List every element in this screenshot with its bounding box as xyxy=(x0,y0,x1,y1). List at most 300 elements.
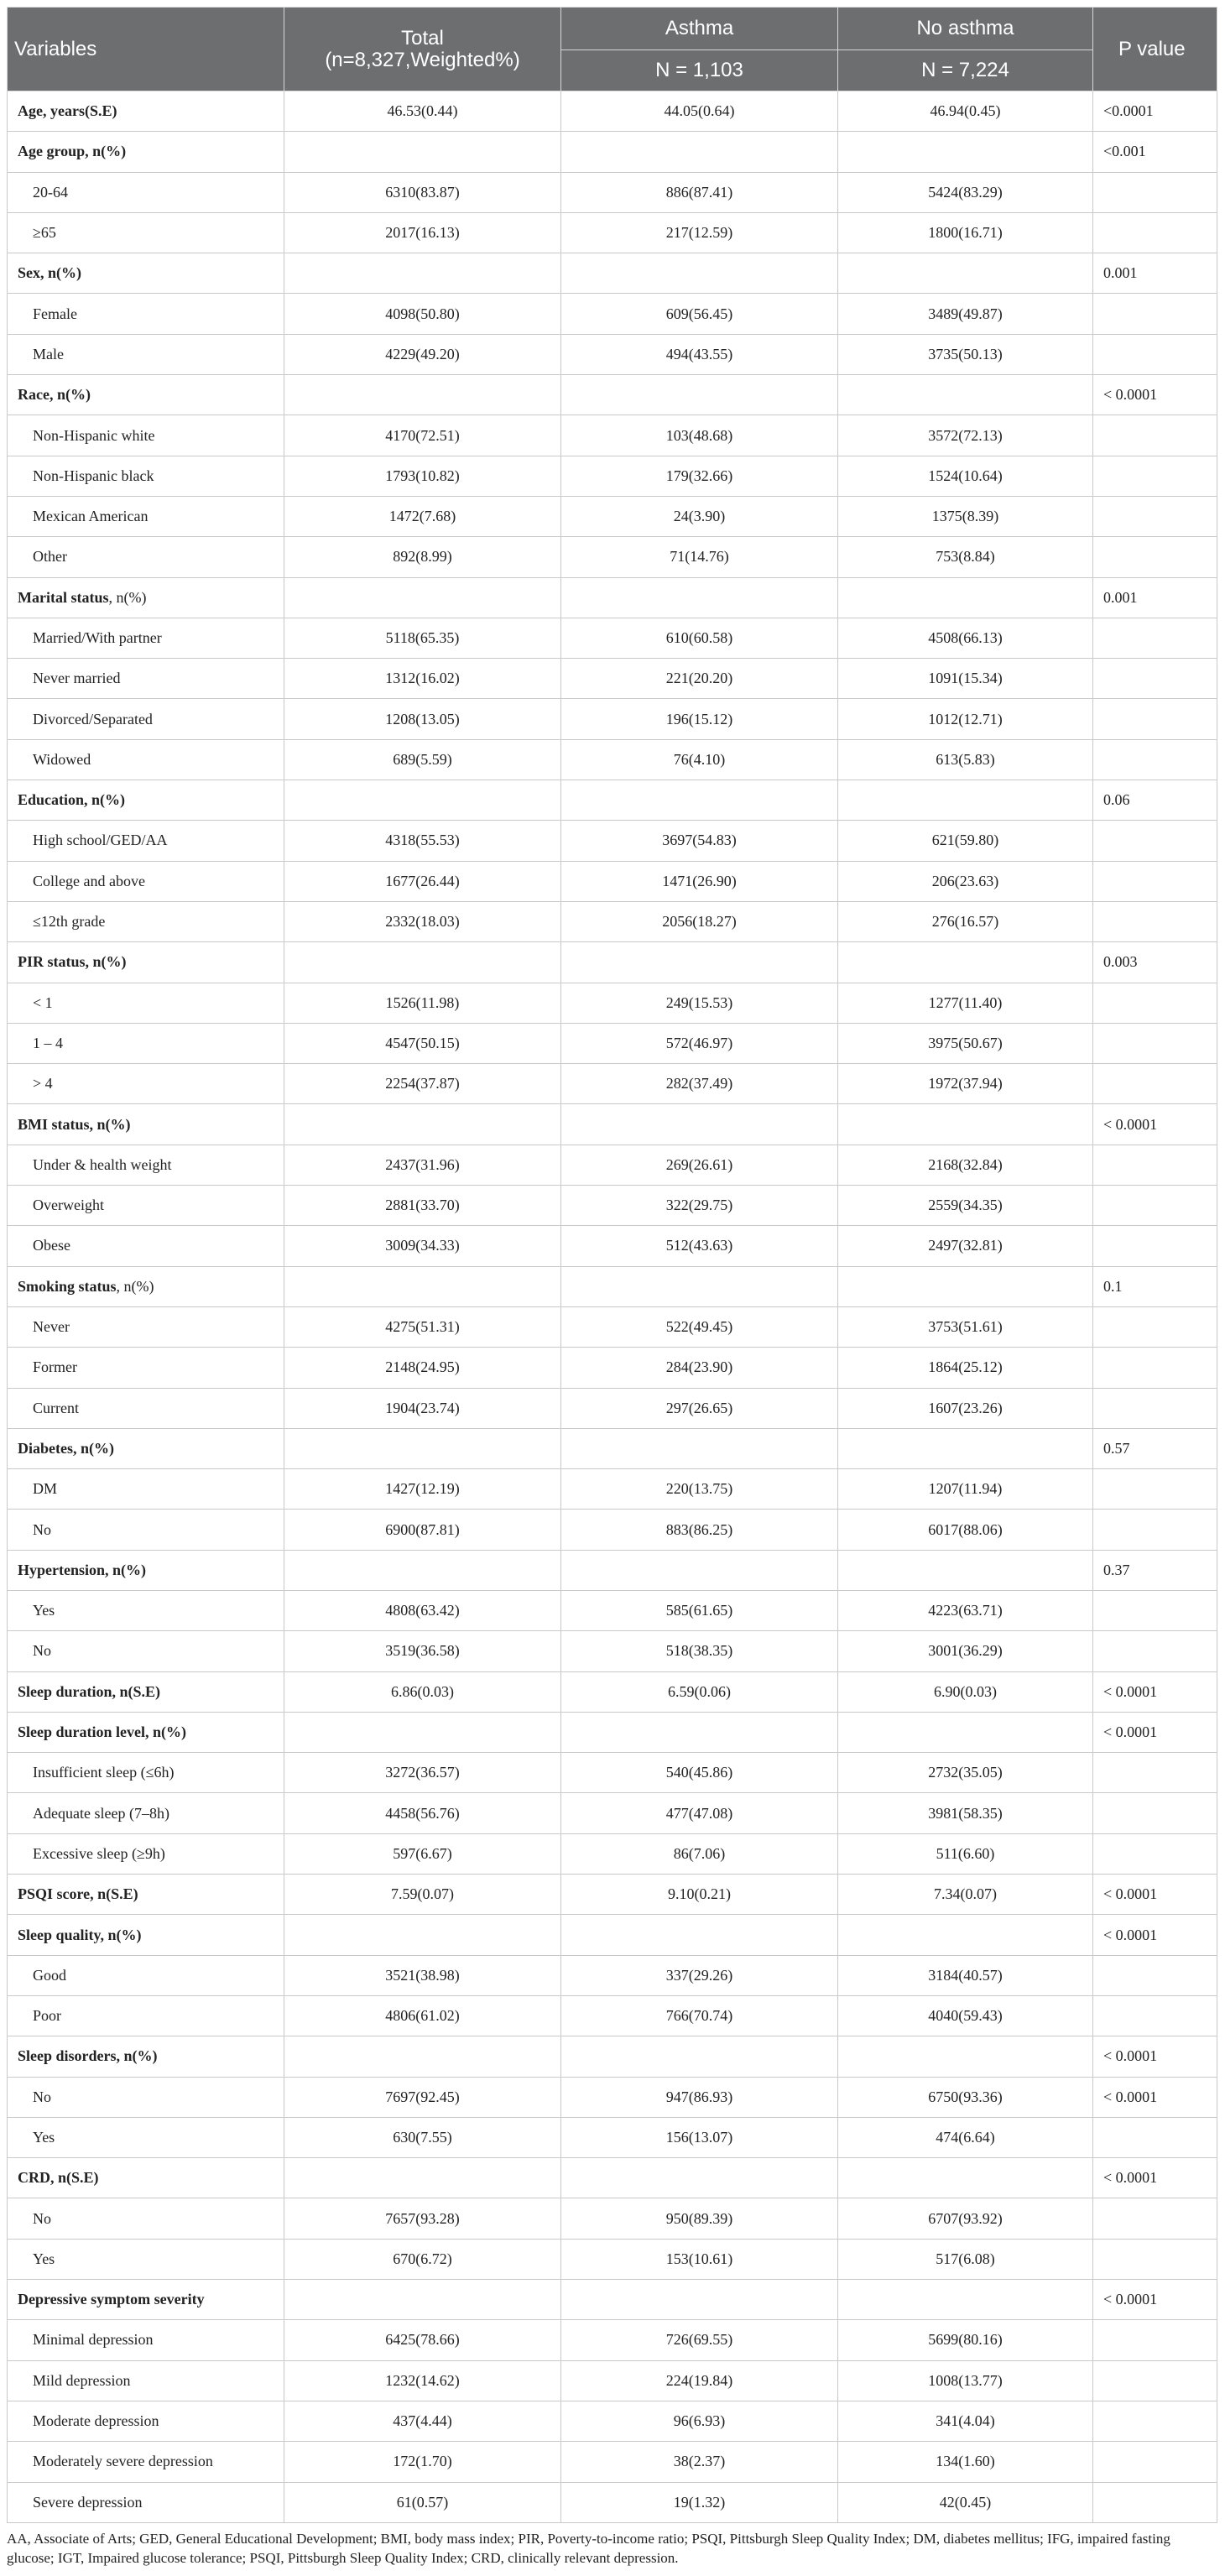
cell-no-asthma xyxy=(838,577,1093,618)
cell-p-value: < 0.0001 xyxy=(1093,2077,1217,2117)
variable-label: < 1 xyxy=(33,993,53,1011)
cell-variable xyxy=(8,1590,284,1630)
cell-total: 1232(14.62) xyxy=(284,2360,561,2401)
variable-label: Adequate sleep (7–8h) xyxy=(33,1804,169,1822)
variable-label: Smoking status xyxy=(18,1277,117,1295)
cell-no-asthma: 6017(88.06) xyxy=(838,1510,1093,1550)
cell-asthma: 217(12.59) xyxy=(561,212,838,253)
cell-p-value: < 0.0001 xyxy=(1093,1712,1217,1752)
header-total xyxy=(284,8,561,91)
variable-label: Obese xyxy=(33,1237,70,1254)
cell-p-value xyxy=(1093,415,1217,456)
table-row xyxy=(8,2280,1217,2320)
variable-label: Severe depression xyxy=(33,2493,143,2511)
cell-asthma: 337(29.26) xyxy=(561,1955,838,1995)
cell-p-value: < 0.0001 xyxy=(1093,375,1217,415)
variable-label: Education, n(%) xyxy=(18,791,126,809)
table-row xyxy=(8,334,1217,374)
variable-label: No xyxy=(33,2088,51,2105)
variable-label: Moderate depression xyxy=(33,2412,159,2430)
cell-variable xyxy=(8,1955,284,1995)
table-row xyxy=(8,1955,1217,1995)
cell-p-value: < 0.0001 xyxy=(1093,1104,1217,1145)
cell-no-asthma xyxy=(838,1712,1093,1752)
table-row xyxy=(8,212,1217,253)
variable-label: Widowed xyxy=(33,750,91,768)
cell-asthma: 269(26.61) xyxy=(561,1145,838,1185)
variable-label: No xyxy=(33,2209,51,2227)
cell-no-asthma xyxy=(838,1104,1093,1145)
cell-total: 46.53(0.44) xyxy=(284,91,561,132)
cell-total xyxy=(284,1266,561,1306)
cell-variable xyxy=(8,415,284,456)
cell-no-asthma: 3975(50.67) xyxy=(838,1023,1093,1063)
cell-asthma xyxy=(561,1428,838,1468)
cell-total: 437(4.44) xyxy=(284,2401,561,2441)
cell-p-value xyxy=(1093,294,1217,334)
table-row xyxy=(8,1550,1217,1590)
cell-asthma xyxy=(561,375,838,415)
cell-no-asthma: 4223(63.71) xyxy=(838,1590,1093,1630)
cell-no-asthma: 1012(12.71) xyxy=(838,699,1093,739)
table-row xyxy=(8,2198,1217,2239)
cell-variable xyxy=(8,253,284,294)
table-row xyxy=(8,496,1217,536)
header-p-value: P value xyxy=(1093,8,1217,91)
table-row xyxy=(8,1753,1217,1793)
cell-total xyxy=(284,2158,561,2198)
cell-no-asthma: 1864(25.12) xyxy=(838,1348,1093,1388)
cell-no-asthma: 511(6.60) xyxy=(838,1833,1093,1874)
cell-variable xyxy=(8,1995,284,2036)
cell-p-value xyxy=(1093,618,1217,658)
table-row xyxy=(8,2442,1217,2482)
table-row xyxy=(8,699,1217,739)
cell-variable xyxy=(8,1388,284,1428)
table-row xyxy=(8,1510,1217,1550)
table-footnote: AA, Associate of Arts; GED, General Educational Development; BMI, body mass index; PIR, Poverty-to-income ratio; PSQI, Pittsburgh Sleep Quality Index; DM, diabetes mellitus; IFG, impaired fasting glucose; IGT, Impaired glucose tolerance; PSQI, Pittsburgh Sleep Quality Index; CRD, clinically relevant depression. xyxy=(7,2531,1170,2566)
cell-total: 2148(24.95) xyxy=(284,1348,561,1388)
cell-total: 3519(36.58) xyxy=(284,1631,561,1671)
cell-no-asthma: 3489(49.87) xyxy=(838,294,1093,334)
cell-asthma xyxy=(561,1104,838,1145)
cell-asthma: 950(89.39) xyxy=(561,2198,838,2239)
cell-variable xyxy=(8,861,284,901)
cell-total: 3272(36.57) xyxy=(284,1753,561,1793)
table-row xyxy=(8,577,1217,618)
characteristics-table xyxy=(7,7,1217,2523)
variable-label: Sleep disorders, n(%) xyxy=(18,2047,158,2065)
variable-label: Divorced/Separated xyxy=(33,710,153,727)
variable-label: Current xyxy=(33,1399,79,1416)
cell-asthma xyxy=(561,1915,838,1955)
variable-label: Overweight xyxy=(33,1197,104,1214)
cell-total: 5118(65.35) xyxy=(284,618,561,658)
variable-label: Excessive sleep (≥9h) xyxy=(33,1844,165,1862)
table-header xyxy=(8,8,1217,91)
cell-variable xyxy=(8,2280,284,2320)
cell-total: 6900(87.81) xyxy=(284,1510,561,1550)
table-row xyxy=(8,739,1217,780)
cell-total: 1793(10.82) xyxy=(284,456,561,496)
variable-label: ≤12th grade xyxy=(33,913,106,931)
table-row xyxy=(8,1833,1217,1874)
cell-asthma xyxy=(561,1550,838,1590)
cell-p-value xyxy=(1093,1145,1217,1185)
cell-total xyxy=(284,1550,561,1590)
cell-variable xyxy=(8,1145,284,1185)
table-row xyxy=(8,2482,1217,2522)
cell-no-asthma: 276(16.57) xyxy=(838,901,1093,941)
cell-p-value xyxy=(1093,537,1217,577)
cell-p-value xyxy=(1093,1348,1217,1388)
cell-no-asthma: 3572(72.13) xyxy=(838,415,1093,456)
cell-asthma: 76(4.10) xyxy=(561,739,838,780)
variable-label: Never married xyxy=(33,670,121,687)
cell-asthma xyxy=(561,2158,838,2198)
cell-p-value: 0.57 xyxy=(1093,1428,1217,1468)
cell-p-value: < 0.0001 xyxy=(1093,1671,1217,1712)
table-row xyxy=(8,2158,1217,2198)
cell-asthma: 284(23.90) xyxy=(561,1348,838,1388)
cell-no-asthma: 1972(37.94) xyxy=(838,1064,1093,1104)
table-body xyxy=(8,91,1217,2523)
cell-p-value xyxy=(1093,739,1217,780)
cell-no-asthma: 5424(83.29) xyxy=(838,172,1093,212)
cell-total: 630(7.55) xyxy=(284,2117,561,2157)
cell-variable xyxy=(8,1023,284,1063)
variable-label: Sleep duration level, n(%) xyxy=(18,1723,186,1741)
cell-no-asthma: 46.94(0.45) xyxy=(838,91,1093,132)
cell-p-value: 0.001 xyxy=(1093,253,1217,294)
cell-total: 3521(38.98) xyxy=(284,1955,561,1995)
table-row xyxy=(8,1104,1217,1145)
variable-label: Moderately severe depression xyxy=(33,2453,213,2470)
cell-no-asthma: 341(4.04) xyxy=(838,2401,1093,2441)
cell-total xyxy=(284,1915,561,1955)
table-row xyxy=(8,1186,1217,1226)
table-row xyxy=(8,1671,1217,1712)
table-row xyxy=(8,2239,1217,2279)
cell-total: 2881(33.70) xyxy=(284,1186,561,1226)
cell-asthma: 610(60.58) xyxy=(561,618,838,658)
table-row xyxy=(8,1064,1217,1104)
cell-variable xyxy=(8,334,284,374)
table-row xyxy=(8,2036,1217,2077)
cell-total: 4547(50.15) xyxy=(284,1023,561,1063)
cell-variable xyxy=(8,942,284,983)
table-row xyxy=(8,901,1217,941)
cell-asthma: 609(56.45) xyxy=(561,294,838,334)
cell-p-value xyxy=(1093,1306,1217,1347)
cell-no-asthma: 2497(32.81) xyxy=(838,1226,1093,1266)
cell-variable xyxy=(8,2401,284,2441)
cell-total: 1472(7.68) xyxy=(284,496,561,536)
table-row xyxy=(8,1428,1217,1468)
cell-p-value xyxy=(1093,1793,1217,1833)
cell-asthma xyxy=(561,577,838,618)
cell-variable xyxy=(8,1875,284,1915)
cell-asthma: 249(15.53) xyxy=(561,983,838,1023)
cell-total: 4808(63.42) xyxy=(284,1590,561,1630)
cell-asthma xyxy=(561,2036,838,2077)
cell-no-asthma xyxy=(838,1428,1093,1468)
cell-asthma: 24(3.90) xyxy=(561,496,838,536)
cell-total: 689(5.59) xyxy=(284,739,561,780)
cell-variable xyxy=(8,2320,284,2360)
header-total-n: (n=8,327,Weighted%) xyxy=(325,48,520,71)
cell-asthma: 179(32.66) xyxy=(561,456,838,496)
cell-variable xyxy=(8,2117,284,2157)
cell-no-asthma: 4508(66.13) xyxy=(838,618,1093,658)
cell-asthma: 518(38.35) xyxy=(561,1631,838,1671)
cell-total xyxy=(284,942,561,983)
variable-label: Diabetes, n(%) xyxy=(18,1439,114,1457)
cell-no-asthma: 42(0.45) xyxy=(838,2482,1093,2522)
cell-variable xyxy=(8,294,284,334)
cell-asthma: 322(29.75) xyxy=(561,1186,838,1226)
cell-no-asthma: 1524(10.64) xyxy=(838,456,1093,496)
cell-variable xyxy=(8,1266,284,1306)
cell-variable xyxy=(8,699,284,739)
variable-label: DM xyxy=(33,1480,58,1498)
cell-no-asthma: 3753(51.61) xyxy=(838,1306,1093,1347)
header-total-label: Total xyxy=(401,26,444,50)
cell-variable xyxy=(8,577,284,618)
table-row xyxy=(8,1348,1217,1388)
cell-no-asthma: 517(6.08) xyxy=(838,2239,1093,2279)
cell-total xyxy=(284,1428,561,1468)
cell-variable xyxy=(8,1671,284,1712)
cell-asthma: 297(26.65) xyxy=(561,1388,838,1428)
cell-variable xyxy=(8,1226,284,1266)
variable-label: Minimal depression xyxy=(33,2331,154,2349)
table-row xyxy=(8,1023,1217,1063)
cell-asthma: 494(43.55) xyxy=(561,334,838,374)
cell-total: 1208(13.05) xyxy=(284,699,561,739)
cell-variable xyxy=(8,2360,284,2401)
variable-label: ≥65 xyxy=(33,224,56,242)
cell-p-value xyxy=(1093,172,1217,212)
table-row xyxy=(8,2401,1217,2441)
variable-label: Other xyxy=(33,548,67,566)
cell-no-asthma: 753(8.84) xyxy=(838,537,1093,577)
variable-label: Insufficient sleep (≤6h) xyxy=(33,1764,175,1781)
cell-variable xyxy=(8,1186,284,1226)
header-asthma-n: N = 1,103 xyxy=(561,50,838,91)
cell-no-asthma: 1277(11.40) xyxy=(838,983,1093,1023)
cell-total: 4806(61.02) xyxy=(284,1995,561,2036)
cell-p-value xyxy=(1093,1023,1217,1063)
cell-total: 6.86(0.03) xyxy=(284,1671,561,1712)
header-no-asthma: No asthma xyxy=(838,8,1093,50)
cell-total xyxy=(284,132,561,172)
table-row xyxy=(8,91,1217,132)
cell-asthma: 19(1.32) xyxy=(561,2482,838,2522)
table-row xyxy=(8,821,1217,861)
cell-total xyxy=(284,375,561,415)
table-row xyxy=(8,1306,1217,1347)
cell-total: 1526(11.98) xyxy=(284,983,561,1023)
variable-label: Race, n(%) xyxy=(18,386,91,404)
table-row xyxy=(8,1590,1217,1630)
cell-p-value xyxy=(1093,1186,1217,1226)
cell-total: 2437(31.96) xyxy=(284,1145,561,1185)
cell-total: 670(6.72) xyxy=(284,2239,561,2279)
cell-no-asthma: 621(59.80) xyxy=(838,821,1093,861)
variable-label: No xyxy=(33,1520,51,1538)
cell-total: 1312(16.02) xyxy=(284,659,561,699)
table-row xyxy=(8,132,1217,172)
cell-variable xyxy=(8,91,284,132)
table-row xyxy=(8,780,1217,821)
cell-asthma xyxy=(561,942,838,983)
cell-no-asthma: 1375(8.39) xyxy=(838,496,1093,536)
cell-asthma xyxy=(561,1266,838,1306)
table-row xyxy=(8,456,1217,496)
cell-no-asthma: 134(1.60) xyxy=(838,2442,1093,2482)
cell-p-value: 0.001 xyxy=(1093,577,1217,618)
cell-asthma: 726(69.55) xyxy=(561,2320,838,2360)
cell-total: 7657(93.28) xyxy=(284,2198,561,2239)
cell-p-value: <0.0001 xyxy=(1093,91,1217,132)
cell-asthma: 886(87.41) xyxy=(561,172,838,212)
cell-asthma: 196(15.12) xyxy=(561,699,838,739)
variable-label: Under & health weight xyxy=(33,1155,172,1173)
cell-total xyxy=(284,2280,561,2320)
cell-p-value xyxy=(1093,1226,1217,1266)
cell-no-asthma: 1607(23.26) xyxy=(838,1388,1093,1428)
cell-variable xyxy=(8,2036,284,2077)
table-row xyxy=(8,1266,1217,1306)
cell-no-asthma: 7.34(0.07) xyxy=(838,1875,1093,1915)
cell-no-asthma: 1207(11.94) xyxy=(838,1469,1093,1510)
cell-variable xyxy=(8,1428,284,1468)
cell-variable xyxy=(8,983,284,1023)
cell-asthma: 3697(54.83) xyxy=(561,821,838,861)
cell-p-value: < 0.0001 xyxy=(1093,2280,1217,2320)
cell-total: 2017(16.13) xyxy=(284,212,561,253)
cell-variable xyxy=(8,2198,284,2239)
cell-total: 1427(12.19) xyxy=(284,1469,561,1510)
header-no-asthma-n: N = 7,224 xyxy=(838,50,1093,91)
cell-total xyxy=(284,1712,561,1752)
cell-variable xyxy=(8,1064,284,1104)
cell-asthma: 522(49.45) xyxy=(561,1306,838,1347)
variable-label: Marital status xyxy=(18,588,109,606)
table-row xyxy=(8,1469,1217,1510)
cell-asthma: 766(70.74) xyxy=(561,1995,838,2036)
cell-asthma: 1471(26.90) xyxy=(561,861,838,901)
cell-variable xyxy=(8,456,284,496)
cell-variable xyxy=(8,2239,284,2279)
cell-p-value xyxy=(1093,334,1217,374)
cell-total xyxy=(284,253,561,294)
variable-label: College and above xyxy=(33,872,145,889)
cell-p-value xyxy=(1093,1955,1217,1995)
cell-variable xyxy=(8,212,284,253)
variable-label: Depressive symptom severity xyxy=(18,2291,205,2308)
cell-total: 6425(78.66) xyxy=(284,2320,561,2360)
cell-p-value xyxy=(1093,699,1217,739)
cell-no-asthma xyxy=(838,942,1093,983)
variable-label: 1 – 4 xyxy=(33,1034,63,1051)
cell-total xyxy=(284,1104,561,1145)
variable-label: Male xyxy=(33,345,64,362)
cell-asthma: 96(6.93) xyxy=(561,2401,838,2441)
cell-p-value xyxy=(1093,1753,1217,1793)
cell-no-asthma: 1008(13.77) xyxy=(838,2360,1093,2401)
cell-total: 4275(51.31) xyxy=(284,1306,561,1347)
cell-variable xyxy=(8,172,284,212)
cell-variable xyxy=(8,496,284,536)
cell-p-value xyxy=(1093,1833,1217,1874)
table-row xyxy=(8,942,1217,983)
table-row xyxy=(8,1875,1217,1915)
cell-total: 172(1.70) xyxy=(284,2442,561,2482)
variable-label: No xyxy=(33,1642,51,1660)
cell-total xyxy=(284,780,561,821)
table-row xyxy=(8,1712,1217,1752)
cell-no-asthma xyxy=(838,132,1093,172)
table-row xyxy=(8,415,1217,456)
table-row xyxy=(8,2360,1217,2401)
cell-p-value: 0.003 xyxy=(1093,942,1217,983)
cell-no-asthma: 3735(50.13) xyxy=(838,334,1093,374)
cell-p-value xyxy=(1093,1064,1217,1104)
cell-total: 3009(34.33) xyxy=(284,1226,561,1266)
cell-no-asthma: 2559(34.35) xyxy=(838,1186,1093,1226)
cell-total xyxy=(284,577,561,618)
cell-asthma: 224(19.84) xyxy=(561,2360,838,2401)
cell-p-value xyxy=(1093,1995,1217,2036)
cell-variable xyxy=(8,2077,284,2117)
cell-p-value: 0.06 xyxy=(1093,780,1217,821)
variable-label: CRD, n(S.E) xyxy=(18,2169,99,2187)
cell-variable xyxy=(8,2442,284,2482)
cell-p-value xyxy=(1093,456,1217,496)
cell-no-asthma xyxy=(838,253,1093,294)
variable-label: Sleep quality, n(%) xyxy=(18,1926,142,1943)
cell-p-value xyxy=(1093,1631,1217,1671)
variable-label: Sex, n(%) xyxy=(18,264,81,282)
variable-label: High school/GED/AA xyxy=(33,832,168,849)
variable-label: Married/With partner xyxy=(33,629,162,646)
cell-asthma: 38(2.37) xyxy=(561,2442,838,2482)
cell-asthma xyxy=(561,2280,838,2320)
cell-asthma: 221(20.20) xyxy=(561,659,838,699)
header-variables: Variables xyxy=(8,8,284,91)
cell-p-value: 0.1 xyxy=(1093,1266,1217,1306)
cell-variable xyxy=(8,1915,284,1955)
cell-variable xyxy=(8,1348,284,1388)
cell-total: 6310(83.87) xyxy=(284,172,561,212)
table-row xyxy=(8,1995,1217,2036)
cell-variable xyxy=(8,1631,284,1671)
cell-asthma: 572(46.97) xyxy=(561,1023,838,1063)
table-row xyxy=(8,659,1217,699)
cell-no-asthma: 474(6.64) xyxy=(838,2117,1093,2157)
cell-variable xyxy=(8,618,284,658)
cell-p-value xyxy=(1093,2482,1217,2522)
cell-p-value: < 0.0001 xyxy=(1093,1915,1217,1955)
cell-variable xyxy=(8,901,284,941)
table-row xyxy=(8,294,1217,334)
cell-no-asthma: 206(23.63) xyxy=(838,861,1093,901)
cell-total: 597(6.67) xyxy=(284,1833,561,1874)
cell-no-asthma: 6707(93.92) xyxy=(838,2198,1093,2239)
cell-p-value xyxy=(1093,1469,1217,1510)
